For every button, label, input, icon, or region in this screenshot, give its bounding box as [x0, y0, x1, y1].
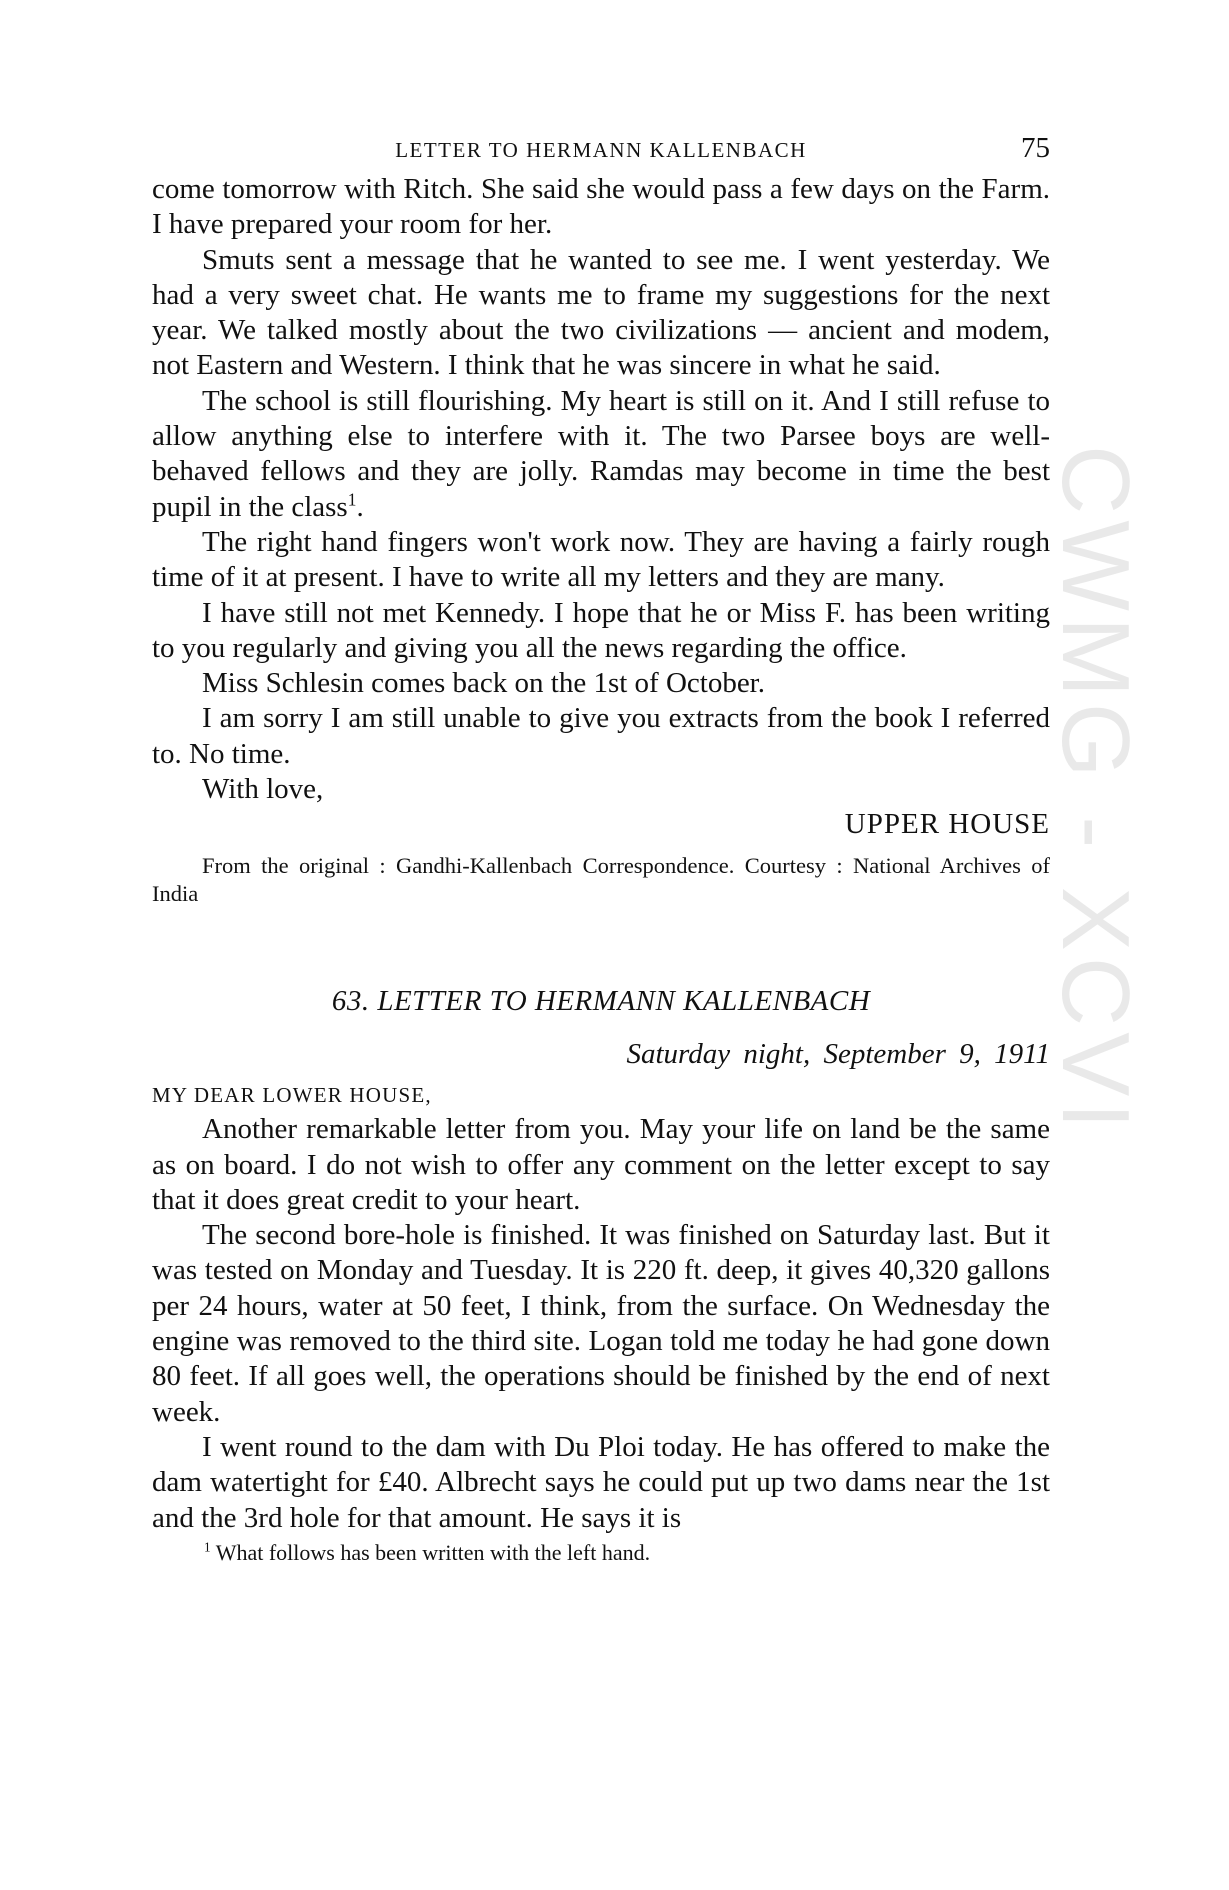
signature-initial: H	[948, 808, 971, 841]
footnote-marker: 1	[204, 1539, 211, 1555]
page-content	[152, 172, 1050, 1568]
paragraph: The school is still flourishing. My heart is still on it. And I still refuse to allow anything else to interfere with it. The two Parsee boys are well-behaved fellows and they are jolly. Ramdas may become in time the best pupil in the class$^1$.	[152, 384, 1050, 523]
paragraph: Miss Schlesin comes back on the 1st of October.	[202, 667, 765, 700]
signature-rest: PPER	[866, 808, 941, 841]
salutation: MY DEAR LOWER HOUSE,	[152, 1083, 432, 1108]
closing: With love,	[202, 773, 324, 806]
footnote-marker: 1	[347, 489, 357, 510]
signature-initial: U	[844, 808, 867, 841]
paragraph: I am sorry I am still unable to give you extracts from the book I referred to. No time.	[152, 702, 1050, 770]
paragraph: I went round to the dam with Du Ploi today. He has offered to make the dam watertight for £40. Albrecht says he could put up two dams near the 1st and the 3rd hole for that amount. He says it is	[152, 1430, 1050, 1534]
paragraph: The right hand fingers won't work now. They are having a fairly rough time of it at present. I have to write all my letters and they are many.	[152, 525, 1050, 594]
footnote	[152, 1538, 1050, 1568]
footnote-text: What follows has been written with the left hand.	[215, 1539, 651, 1565]
watermark-text: CWMG - XCVI	[1042, 445, 1149, 1135]
paragraph: come tomorrow with Ritch. She said she would pass a few days on the Farm. I have prepared your room for her.	[152, 173, 1050, 241]
watermark	[1040, 445, 1150, 1445]
page-header	[152, 132, 1050, 172]
paragraph: The second bore-hole is finished. It was finished on Saturday last. But it was tested on Monday and Tuesday. It is 220 ft. deep, it gives 40,320 gallons per 24 hours, water at 50 feet, I think, from the surface. On Wednesday the engine was removed to the third site. Logan told me today he had gone down 80 feet. If all goes well, the operations should be finished by the end of next week.	[152, 1219, 1050, 1428]
date-line: Saturday night, September 9, 1911	[626, 1037, 1050, 1070]
paragraph-text: The school is still flourishing. My heart is still on it. And I still refuse to allow anything else to interfere with it. The two Parsee boys are well-behaved fellows and they are jolly. Ramdas may become in time the best pupil in the class	[152, 384, 1050, 523]
paragraph: I have still not met Kennedy. I hope that he or Miss F. has been writing to you regularly and giving you all the news regarding the office.	[152, 596, 1050, 664]
page-number: 75	[1021, 132, 1050, 164]
signature-rest: OUSE	[970, 808, 1050, 841]
running-head: LETTER TO HERMANN KALLENBACH	[395, 138, 807, 162]
source-note: From the original : Gandhi-Kallenbach Correspondence. Courtesy : National Archives of India	[152, 852, 1050, 906]
signature	[152, 807, 1050, 842]
paragraph: Another remarkable letter from you. May your life on land be the same as on board. I do not wish to offer any comment on the letter except to say that it does great credit to your heart.	[152, 1113, 1050, 1216]
document-title: 63. LETTER TO HERMANN KALLENBACH	[331, 984, 871, 1017]
paragraph: Smuts sent a message that he wanted to see me. I went yesterday. We had a very sweet chat. He wants me to frame my suggestions for the next year. We talked mostly about the two civilizations — ancient and modem, not Eastern and Western. I think that he was sincere in what he said.	[152, 243, 1050, 382]
